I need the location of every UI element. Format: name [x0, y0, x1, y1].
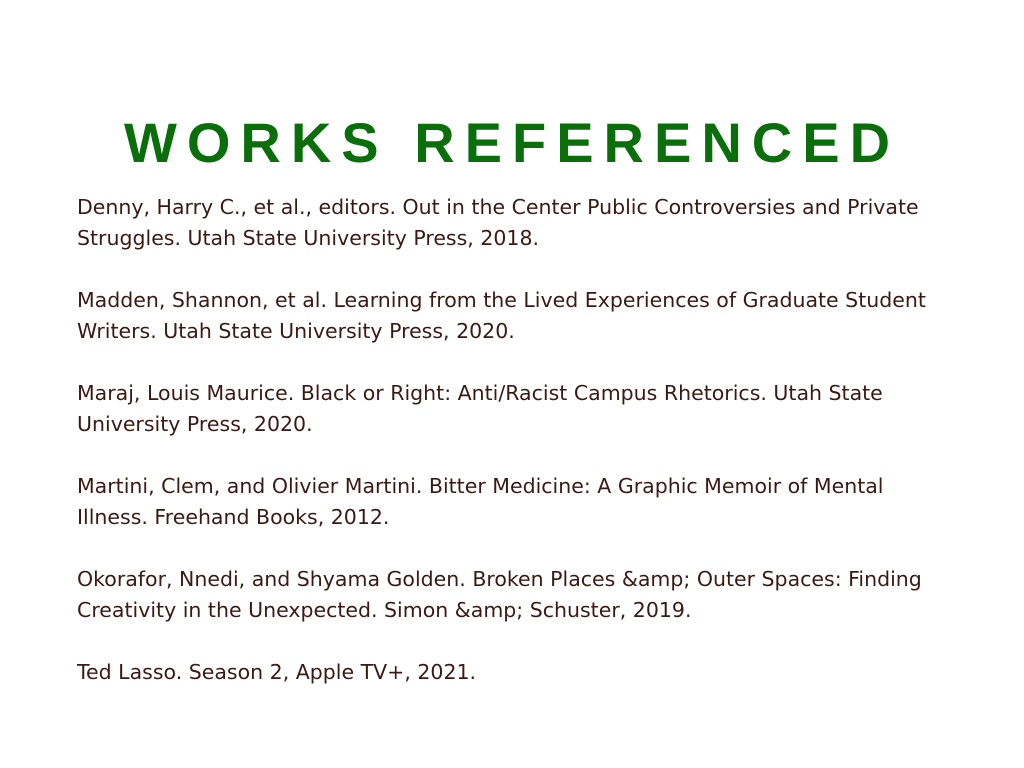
- reference-item: Maraj, Louis Maurice. Black or Right: Anti/Racist Campus Rhetorics. Utah State University Press, 2020.: [77, 381, 883, 436]
- page-title: WORKS REFERENCED: [123, 111, 901, 174]
- reference-item: Martini, Clem, and Olivier Martini. Bitter Medicine: A Graphic Memoir of Mental Illness. Freehand Books, 2012.: [77, 474, 884, 529]
- reference-item: Denny, Harry C., et al., editors. Out in the Center Public Controversies and Private Struggles. Utah State University Press, 2018.: [77, 195, 919, 250]
- reference-list: [77, 192, 937, 719]
- reference-item: Okorafor, Nnedi, and Shyama Golden. Broken Places &amp; Outer Spaces: Finding Creativity in the Unexpected. Simon &amp; Schuster, 2019.: [77, 567, 922, 622]
- reference-item: Madden, Shannon, et al. Learning from the Lived Experiences of Graduate Student Writers. Utah State University Press, 2020.: [77, 288, 926, 343]
- reference-item: Ted Lasso. Season 2, Apple TV+, 2021.: [77, 660, 477, 684]
